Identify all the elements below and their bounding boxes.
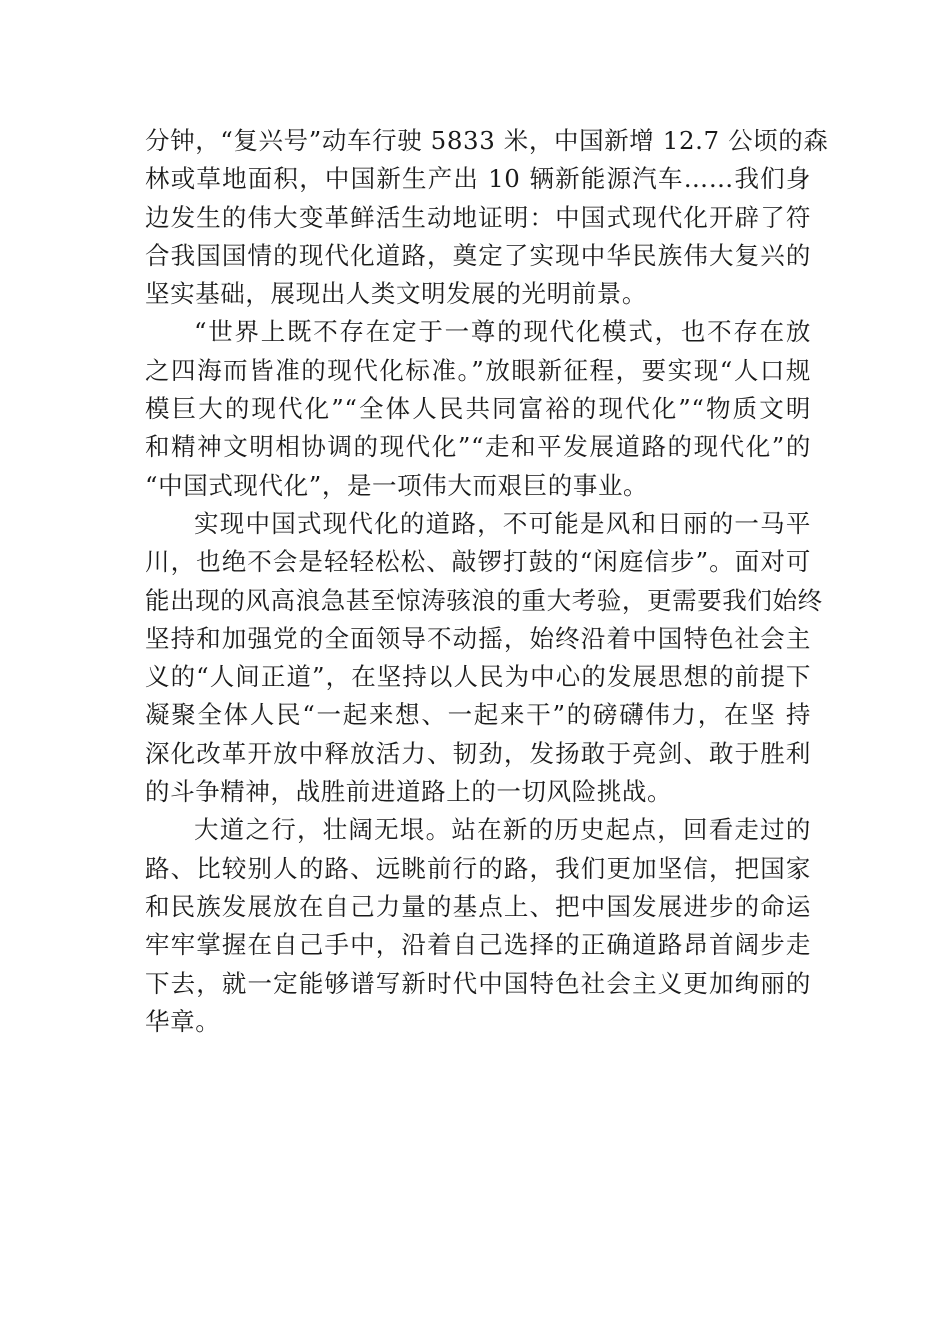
text-line: 合我国国情的现代化道路，奠定了实现中华民族伟大复兴的	[145, 240, 811, 270]
text-line: 的斗争精神，战胜前进道路上的一切风险挑战。	[145, 777, 673, 807]
text-line: 和民族发展放在自己力量的基点上、把中国发展进步的命运	[145, 891, 811, 921]
text-line: 坚实基础，展现出人类文明发展的光明前景。	[145, 279, 647, 309]
text-line: 之四海而皆准的现代化标准。”放眼新征程，要实现“人口规	[145, 355, 811, 385]
text-line: 川，也绝不会是轻轻松松、敲锣打鼓的“闲庭信步”。面对可	[145, 547, 811, 577]
text-line: 林或草地面积，中国新生产出 10 辆新能源汽车……我们身	[145, 164, 811, 194]
text-line: 边发生的伟大变革鲜活生动地证明：中国式现代化开辟了符	[145, 202, 811, 232]
text-line: 凝聚全体人民“一起来想、一起来干”的磅礴伟力，在坚 持	[145, 700, 811, 730]
text-line: 大道之行，壮阔无垠。站在新的历史起点，回看走过的	[194, 815, 811, 845]
text-line: 和精神文明相协调的现代化”“走和平发展道路的现代化”的	[145, 432, 811, 462]
text-line: “世界上既不存在定于一尊的现代化模式，也不存在放	[194, 317, 811, 347]
text-line: 路、比较别人的路、远眺前行的路，我们更加坚信，把国家	[145, 853, 811, 883]
text-line: “中国式现代化”，是一项伟大而艰巨的事业。	[145, 470, 649, 500]
body-text	[145, 122, 829, 1041]
text-line: 分钟，“复兴号”动车行驶 5833 米，中国新增 12.7 公顷的森	[145, 126, 829, 155]
text-line: 坚持和加强党的全面领导不动摇，始终沿着中国特色社会主	[145, 623, 811, 653]
paragraph-3	[145, 505, 823, 811]
paragraph-4	[145, 811, 811, 1041]
text-line: 实现中国式现代化的道路，不可能是风和日丽的一马平	[194, 508, 811, 538]
text-line: 义的“人间正道”，在坚持以人民为中心的发展思想的前提下	[145, 662, 811, 692]
text-line: 牢牢掌握在自己手中，沿着自己选择的正确道路昂首阔步走	[145, 930, 811, 960]
text-line: 下去，就一定能够谱写新时代中国特色社会主义更加绚丽的	[145, 968, 811, 998]
text-line: 能出现的风高浪急甚至惊涛骇浪的重大考验，更需要我们始终	[145, 585, 823, 615]
paragraph-1	[145, 122, 829, 313]
text-line: 深化改革开放中释放活力、韧劲，发扬敢于亮剑、敢于胜利	[145, 738, 811, 768]
text-line: 模巨大的现代化”“全体人民共同富裕的现代化”“物质文明	[145, 394, 811, 424]
text-line: 华章。	[145, 1006, 221, 1036]
paragraph-2	[145, 313, 811, 504]
